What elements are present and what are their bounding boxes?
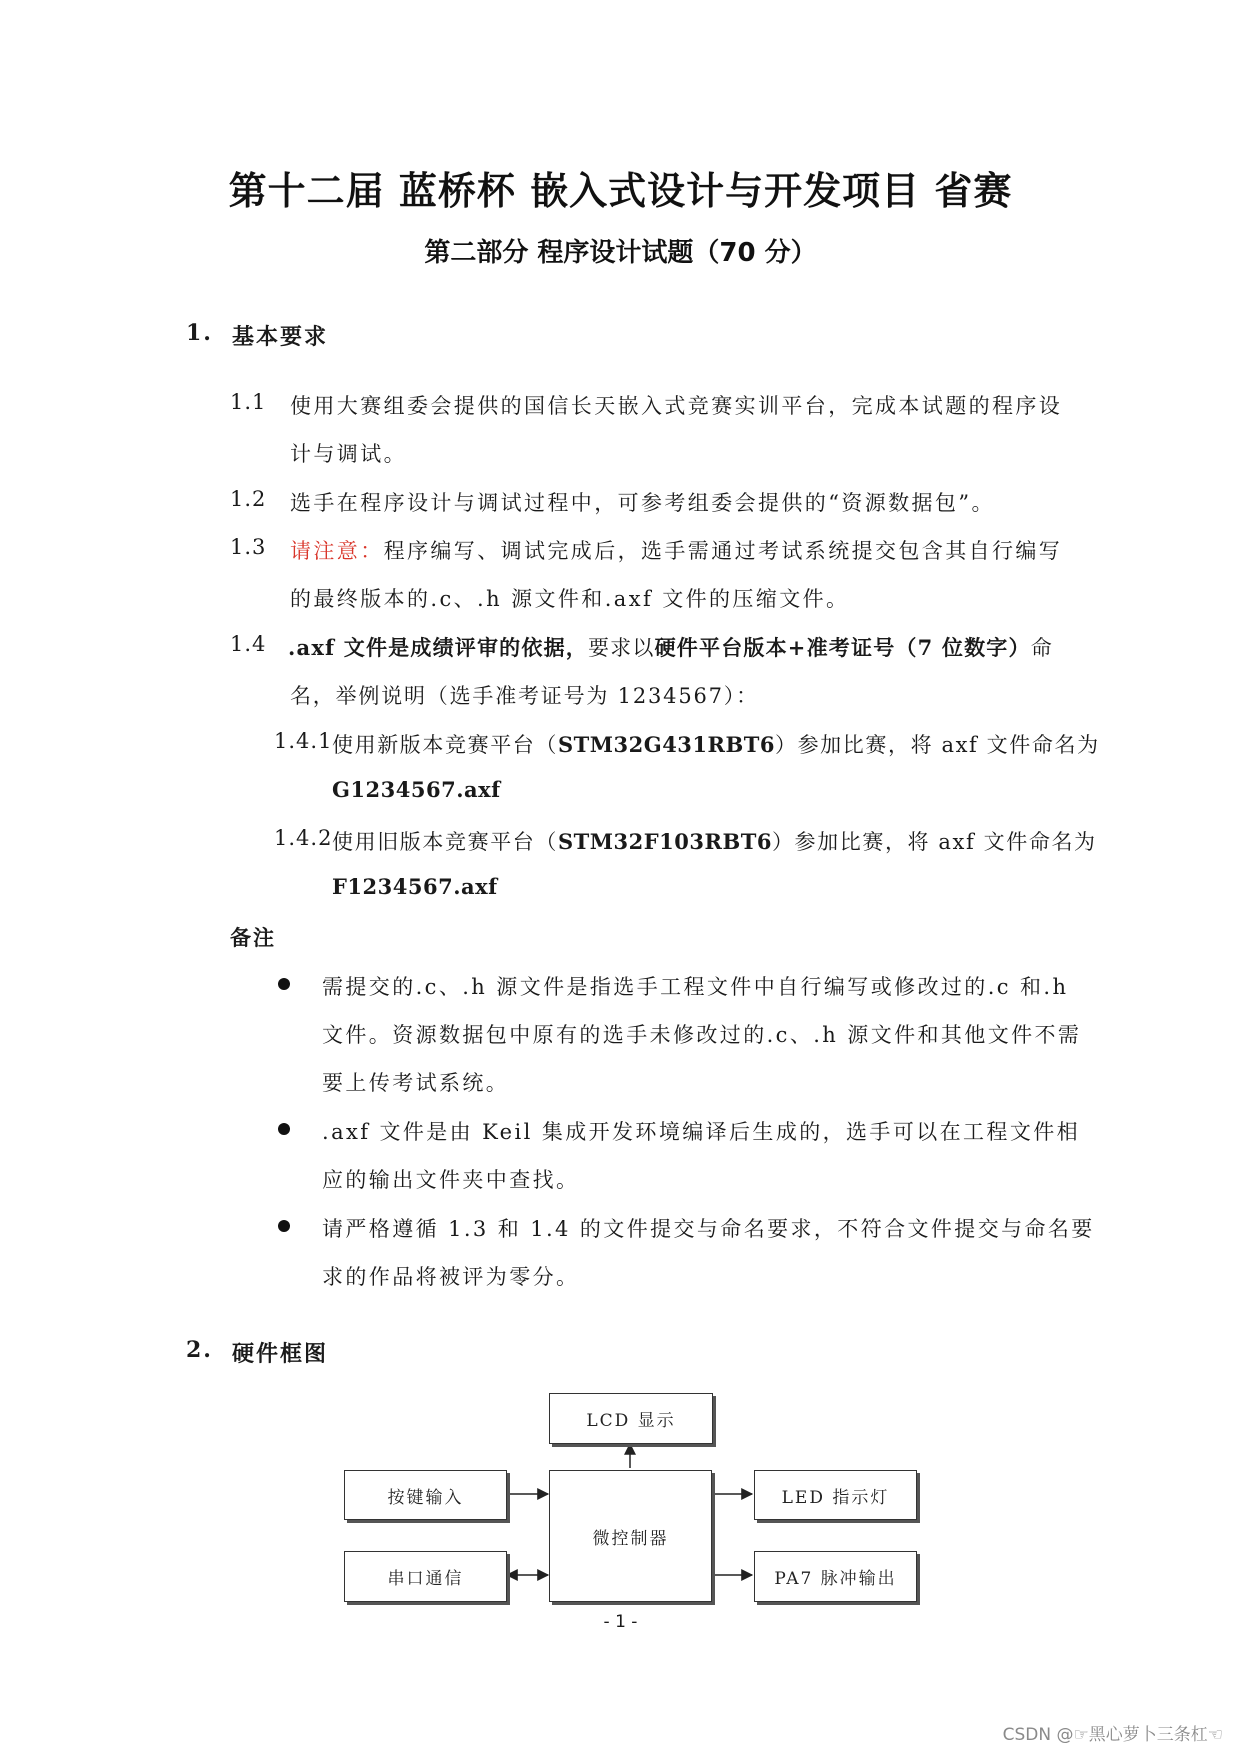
item-1-3-number: 1.3 <box>230 535 267 559</box>
section-2-number: 2. <box>186 1337 213 1363</box>
note-2-line-1: .axf 文件是由 Keil 集成开发环境编译后生成的，选手可以在工程文件相 <box>322 1120 1081 1144</box>
section-1-number: 1. <box>186 320 213 346</box>
item-1-1-number: 1.1 <box>230 390 267 414</box>
note-3-line-1: 请严格遵循 1.3 和 1.4 的文件提交与命名要求，不符合文件提交与命名要 <box>322 1217 1095 1241</box>
block-led: LED 指示灯 <box>754 1470 917 1520</box>
item-1-4-2-number: 1.4.2 <box>274 826 333 850</box>
block-lcd: LCD 显示 <box>549 1393 713 1444</box>
watermark: CSDN @☞黑心萝卜三条杠☜ <box>1002 1725 1223 1745</box>
note-1-line-3: 要上传考试系统。 <box>322 1071 510 1095</box>
block-mcu: 微控制器 <box>549 1470 712 1602</box>
block-keys: 按键输入 <box>344 1470 507 1520</box>
item-1-3-line-2: 的最终版本的.c、.h 源文件和.axf 文件的压缩文件。 <box>290 587 850 611</box>
item-1-4-plain-1: 要求以 <box>587 636 655 660</box>
item-1-2-number: 1.2 <box>230 487 267 511</box>
document-title: 第十二届 蓝桥杯 嵌入式设计与开发项目 省赛 <box>228 169 1013 213</box>
filename-g-text: G1234567.axf <box>332 777 501 802</box>
notice-label: 请注意： <box>290 539 384 563</box>
note-1-line-2: 文件。资源数据包中原有的选手未修改过的.c、.h 源文件和其他文件不需 <box>322 1023 1082 1047</box>
item-1-4-1-text-a: 使用新版本竞赛平台（ <box>332 733 558 757</box>
item-1-4-bold-2: 硬件平台版本+准考证号（7 位数字） <box>654 635 1031 660</box>
note-1-line-1: 需提交的.c、.h 源文件是指选手工程文件中自行编写或修改过的.c 和.h <box>322 975 1069 999</box>
model-stm32f103: STM32F103RBT6 <box>558 829 772 854</box>
block-pa7: PA7 脉冲输出 <box>754 1551 917 1602</box>
document-subtitle: 第二部分 程序设计试题（70 分） <box>424 238 817 268</box>
item-1-4-2-text-b: ）参加比赛，将 axf 文件命名为 <box>771 830 1097 854</box>
item-1-1-line-2: 计与调试。 <box>290 442 407 466</box>
section-1-heading: 基本要求 <box>232 324 329 350</box>
note-3-line-2: 求的作品将被评为零分。 <box>322 1265 580 1289</box>
page-number: - 1 - <box>603 1612 638 1632</box>
notes-heading: 备注 <box>230 925 276 950</box>
item-1-4-plain-2: 命 <box>1030 636 1053 660</box>
item-1-4-1-number: 1.4.1 <box>274 729 333 753</box>
block-uart: 串口通信 <box>344 1551 507 1602</box>
item-1-4-2-text-a: 使用旧版本竞赛平台（ <box>332 830 558 854</box>
item-1-4-bold-1: .axf 文件是成绩评审的依据， <box>288 635 588 660</box>
item-1-1-line-1: 使用大赛组委会提供的国信长天嵌入式竞赛实训平台，完成本试题的程序设 <box>290 394 1063 418</box>
section-2-heading: 硬件框图 <box>232 1341 329 1367</box>
item-1-4-line-2: 名，举例说明（选手准考证号为 1234567）： <box>290 684 759 708</box>
item-1-4-number: 1.4 <box>230 632 267 656</box>
item-1-3-text: 程序编写、调试完成后，选手需通过考试系统提交包含其自行编写 <box>383 539 1063 563</box>
model-stm32g431: STM32G431RBT6 <box>558 732 775 757</box>
note-2-line-2: 应的输出文件夹中查找。 <box>322 1168 580 1192</box>
filename-f-text: F1234567.axf <box>332 874 498 899</box>
item-1-2-line-1: 选手在程序设计与调试过程中，可参考组委会提供的“资源数据包”。 <box>290 491 995 515</box>
item-1-4-1-text-b: ）参加比赛，将 axf 文件命名为 <box>774 733 1100 757</box>
